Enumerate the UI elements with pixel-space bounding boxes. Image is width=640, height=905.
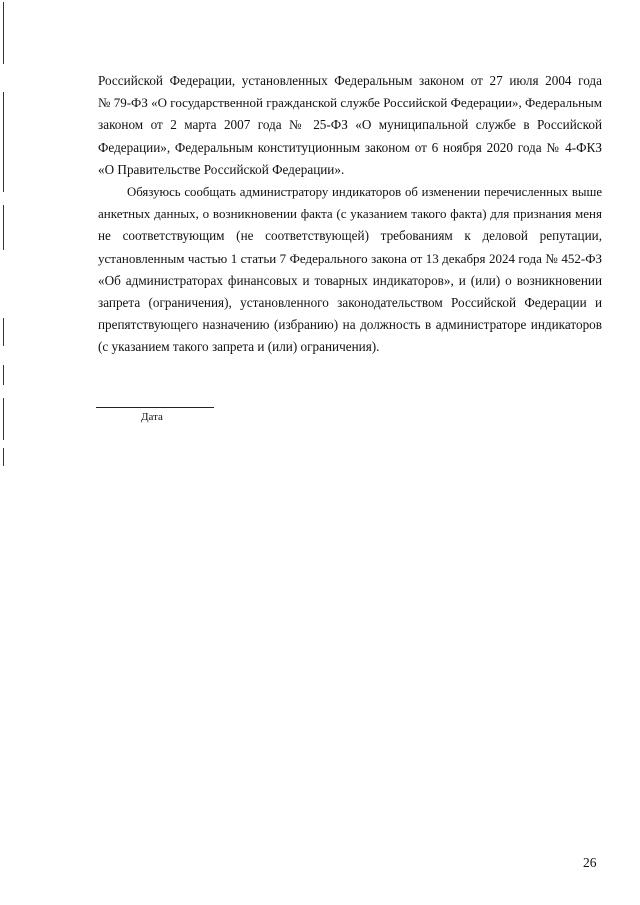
scan-edge-mark <box>3 2 4 64</box>
paragraph-obligation <box>98 181 602 359</box>
scan-edge-mark <box>3 398 4 440</box>
text-line: установленным частью 1 статьи 7 Федерального закона от 13 декабря 2024 года № 452-ФЗ <box>98 250 602 266</box>
text-line: «О Правительстве Российской Федерации». <box>98 161 345 177</box>
scan-edge-mark <box>3 205 4 250</box>
text-line: Российской Федерации, установленных Федеральным законом от 27 июля 2004 года <box>98 73 602 88</box>
text-line: анкетных данных, о возникновении факта (с указанием такого факта) для признания меня <box>98 206 602 222</box>
text-line: № 79-ФЗ «О государственной гражданской службе Российской Федерации», Федеральным <box>98 95 602 111</box>
scan-edge-mark <box>3 318 4 346</box>
scan-edge-mark <box>3 92 4 192</box>
text-line: законом от 2 марта 2007 года № 25-ФЗ «О муниципальной службе в Российской <box>98 117 602 133</box>
scan-edge-mark <box>3 448 4 466</box>
text-line: Федерации», Федеральным конституционным законом от 6 ноября 2020 года № 4-ФКЗ <box>98 139 602 155</box>
text-line: (с указанием такого запрета и (или) ограничения). <box>98 339 380 355</box>
date-signature-line <box>96 407 214 408</box>
text-line: Обязуюсь сообщать администратору индикаторов об изменении перечисленных выше <box>127 185 602 200</box>
body-text <box>98 70 602 359</box>
page-number: 26 <box>583 855 597 870</box>
scan-edge-mark <box>3 365 4 385</box>
text-line: препятствующего назначению (избранию) на должность в администраторе индикаторов <box>98 317 602 333</box>
text-line: запрета (ограничения), установленного законодательством Российской Федерации и <box>98 295 602 311</box>
date-caption: Дата <box>141 411 163 423</box>
text-line: «Об администраторах финансовых и товарных индикаторов», и (или) о возникновении <box>98 272 602 288</box>
paragraph-continuation <box>98 70 602 181</box>
text-line: не соответствующим (не соответствующей) требованиям к деловой репутации, <box>98 228 602 244</box>
